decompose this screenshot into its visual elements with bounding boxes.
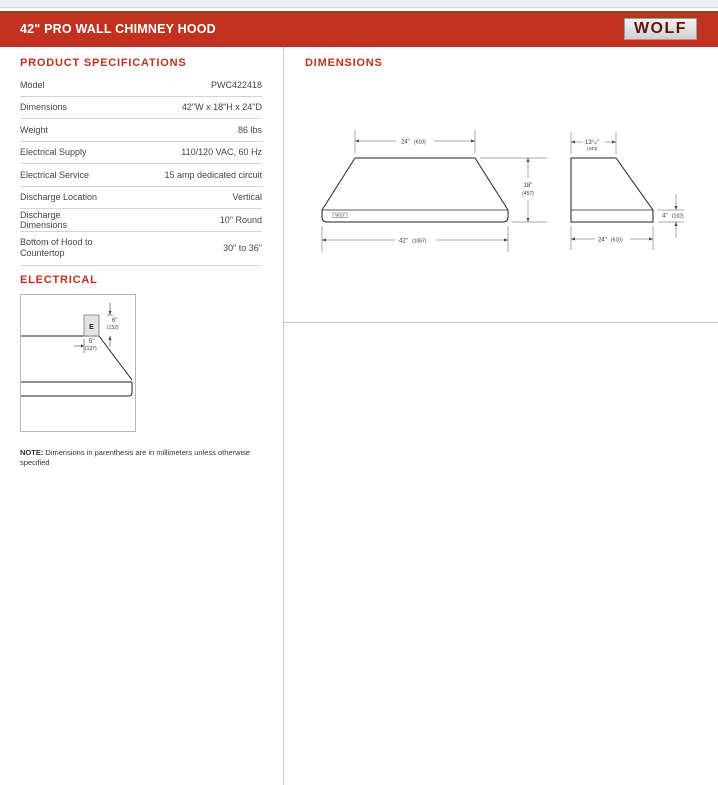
table-row: [20, 96, 262, 119]
table-row: [20, 209, 262, 232]
side-top-depth-mm: (343): [587, 146, 598, 151]
note-text: [20, 448, 270, 467]
side-front-height: 4": [662, 213, 668, 220]
title-bar: [0, 11, 718, 47]
table-row: [20, 186, 262, 209]
arrow-down-icon: [675, 206, 678, 210]
spec-label: Electrical Supply: [20, 141, 110, 164]
electrical-box-label: E: [89, 324, 94, 331]
front-top-width: 24": [401, 139, 410, 146]
side-top-depth: [585, 138, 599, 146]
arrow-up-icon: [527, 158, 530, 162]
top-strip: [0, 0, 718, 8]
electrical-dim-horizontal-mm: (127): [85, 346, 97, 352]
spec-value: 42"W x 18"H x 24"D: [110, 96, 262, 119]
hood-slope-edge: [99, 336, 132, 380]
arrow-left-icon: [355, 140, 359, 143]
wolf-logo: WOLF: [624, 18, 697, 40]
side-top-depth-slash: /: [593, 140, 596, 145]
spec-label: Dimensions: [20, 96, 110, 119]
note-prefix: NOTE:: [20, 448, 44, 457]
spec-value: 10" Round: [110, 209, 262, 232]
side-view: [571, 132, 684, 250]
spec-label: Bottom of Hood to Countertop: [20, 231, 110, 265]
electrical-diagram-frame: [20, 294, 136, 432]
spec-label: Model: [20, 74, 110, 96]
table-row: [20, 74, 262, 96]
table-row: [20, 141, 262, 164]
side-top-depth-num: 1: [591, 138, 594, 143]
arrow-left-icon: [322, 239, 326, 242]
side-top-depth-whole: 13: [585, 140, 592, 146]
spec-value: Vertical: [110, 186, 262, 209]
page-title: 42" PRO WALL CHIMNEY HOOD: [20, 22, 216, 36]
column-divider: [283, 47, 284, 785]
side-bottom-depth-mm: (610): [611, 237, 623, 244]
arrow-right-icon: [612, 141, 616, 144]
spec-value: 110/120 VAC, 60 Hz: [110, 141, 262, 164]
electrical-heading: ELECTRICAL: [20, 274, 98, 286]
spec-label: Discharge Dimensions: [20, 209, 110, 232]
front-bottom-width-mm: (1067): [412, 238, 427, 245]
spec-value: PWC422418: [110, 74, 262, 96]
electrical-dim-vertical: 6": [112, 318, 118, 324]
table-row: [20, 119, 262, 142]
side-top-depth-den: 2: [595, 140, 598, 145]
arrow-down-icon: [527, 218, 530, 222]
arrow-right-icon: [81, 345, 84, 348]
table-row: [20, 164, 262, 187]
arrow-right-icon: [504, 239, 508, 242]
arrow-right-icon: [649, 238, 653, 241]
specs-table: [20, 74, 262, 266]
front-bottom-width: 42": [399, 238, 408, 245]
side-hood-outline: [571, 158, 653, 222]
note-body: Dimensions in parenthesis are in millimeters unless otherwise specified: [20, 448, 251, 467]
arrow-left-icon: [571, 238, 575, 241]
front-hood-outline: [322, 158, 508, 222]
front-view: [322, 130, 547, 252]
spec-value: 30" to 36": [110, 231, 262, 265]
side-bottom-depth: 24": [598, 237, 607, 244]
arrow-right-icon: [471, 140, 475, 143]
front-badge-text: WOLF: [335, 213, 345, 218]
spec-value: 86 lbs: [110, 119, 262, 142]
spec-label: Electrical Service: [20, 164, 110, 187]
dimensions-heading: DIMENSIONS: [305, 57, 383, 69]
dimensions-diagram: [300, 120, 710, 270]
side-top-depth-unit: ": [597, 140, 600, 146]
front-top-width-mm: (610): [414, 139, 426, 146]
spec-label: Discharge Location: [20, 186, 110, 209]
side-front-height-mm: (102): [672, 213, 684, 220]
arrow-up-icon: [675, 222, 678, 226]
front-height-mm: (457): [522, 191, 534, 197]
front-height: 18": [523, 183, 533, 189]
table-row: [20, 231, 262, 265]
electrical-dim-horizontal: 5": [89, 339, 95, 345]
section-divider: [284, 322, 718, 323]
electrical-dim-vertical-mm: (152): [107, 325, 119, 331]
spec-value: 15 amp dedicated circuit: [110, 164, 262, 187]
hood-front-bottom: [21, 382, 132, 396]
arrow-up-icon: [109, 336, 112, 340]
specs-heading: PRODUCT SPECIFICATIONS: [20, 57, 187, 69]
spec-label: Weight: [20, 119, 110, 142]
arrow-down-icon: [109, 311, 112, 315]
arrow-left-icon: [571, 141, 575, 144]
electrical-diagram: [21, 295, 135, 431]
